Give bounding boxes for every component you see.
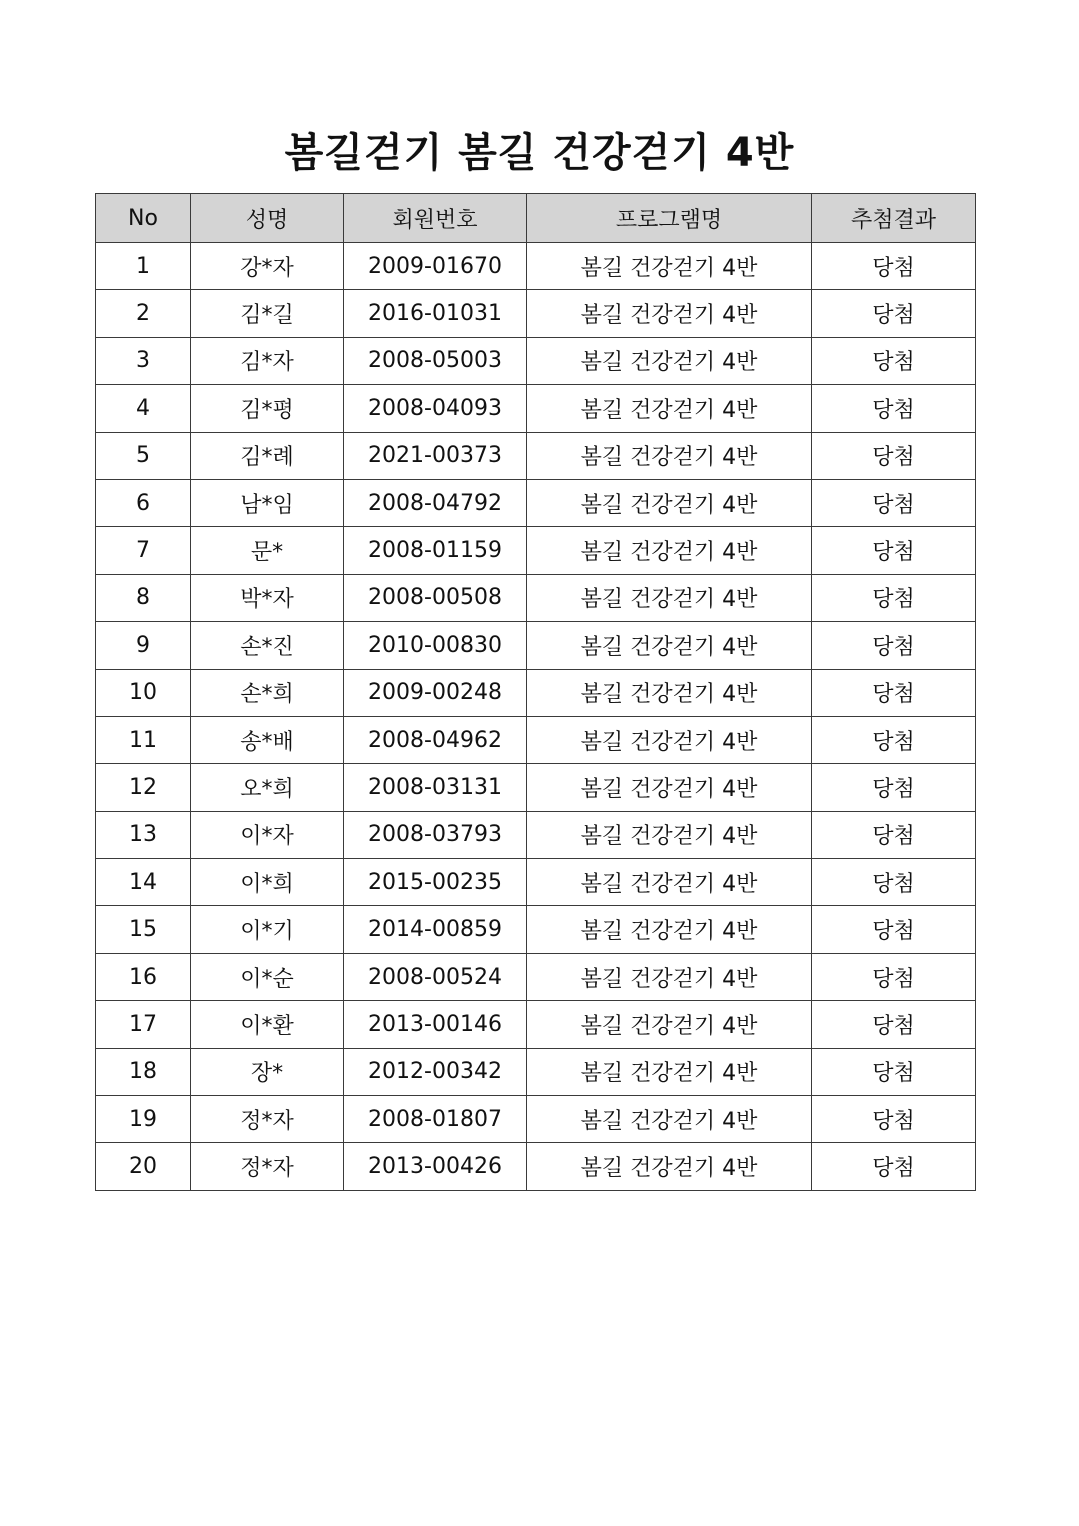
- column-header-no: No: [96, 194, 191, 243]
- table-row: [96, 574, 976, 621]
- cell-result: 당첨: [812, 859, 976, 906]
- cell-result: 당첨: [812, 764, 976, 811]
- cell-result: 당첨: [812, 669, 976, 716]
- table-row: [96, 716, 976, 763]
- cell-program: 봄길 건강걷기 4반: [527, 669, 812, 716]
- cell-member-no: 2009-00248: [344, 669, 527, 716]
- page-title: 봄길걷기 봄길 건강걷기 4반: [284, 129, 795, 176]
- cell-name: 송*배: [191, 716, 344, 763]
- table-row: [96, 1096, 976, 1143]
- table-row: [96, 385, 976, 432]
- cell-name: 김*자: [191, 337, 344, 384]
- cell-member-no: 2008-05003: [344, 337, 527, 384]
- cell-no: 19: [96, 1096, 191, 1143]
- column-header-name: 성명: [191, 194, 344, 243]
- column-header-member-no: 회원번호: [344, 194, 527, 243]
- cell-name: 오*희: [191, 764, 344, 811]
- cell-name: 정*자: [191, 1096, 344, 1143]
- cell-name: 이*희: [191, 859, 344, 906]
- cell-name: 이*환: [191, 1001, 344, 1048]
- table-row: [96, 290, 976, 337]
- cell-no: 4: [96, 385, 191, 432]
- table-row: [96, 527, 976, 574]
- cell-no: 8: [96, 574, 191, 621]
- cell-no: 3: [96, 337, 191, 384]
- cell-program: 봄길 건강걷기 4반: [527, 385, 812, 432]
- table-row: [96, 764, 976, 811]
- cell-name: 김*길: [191, 290, 344, 337]
- cell-result: 당첨: [812, 716, 976, 763]
- cell-name: 박*자: [191, 574, 344, 621]
- lottery-result-table: [95, 193, 976, 1191]
- cell-no: 7: [96, 527, 191, 574]
- cell-member-no: 2013-00426: [344, 1143, 527, 1190]
- cell-name: 김*평: [191, 385, 344, 432]
- cell-program: 봄길 건강걷기 4반: [527, 811, 812, 858]
- cell-member-no: 2008-04792: [344, 479, 527, 526]
- cell-program: 봄길 건강걷기 4반: [527, 1143, 812, 1190]
- cell-result: 당첨: [812, 385, 976, 432]
- cell-name: 손*진: [191, 622, 344, 669]
- cell-name: 손*희: [191, 669, 344, 716]
- cell-no: 14: [96, 859, 191, 906]
- cell-no: 6: [96, 479, 191, 526]
- cell-member-no: 2008-00524: [344, 953, 527, 1000]
- cell-no: 10: [96, 669, 191, 716]
- cell-name: 이*순: [191, 953, 344, 1000]
- cell-member-no: 2008-04093: [344, 385, 527, 432]
- table-row: [96, 1143, 976, 1190]
- table-row: [96, 622, 976, 669]
- cell-member-no: 2008-01807: [344, 1096, 527, 1143]
- cell-member-no: 2015-00235: [344, 859, 527, 906]
- cell-result: 당첨: [812, 432, 976, 479]
- cell-result: 당첨: [812, 1001, 976, 1048]
- table-row: [96, 243, 976, 290]
- cell-program: 봄길 건강걷기 4반: [527, 859, 812, 906]
- cell-no: 1: [96, 243, 191, 290]
- cell-no: 15: [96, 906, 191, 953]
- cell-program: 봄길 건강걷기 4반: [527, 1048, 812, 1095]
- cell-program: 봄길 건강걷기 4반: [527, 906, 812, 953]
- cell-program: 봄길 건강걷기 4반: [527, 337, 812, 384]
- table-row: [96, 859, 976, 906]
- cell-program: 봄길 건강걷기 4반: [527, 953, 812, 1000]
- table-row: [96, 811, 976, 858]
- cell-result: 당첨: [812, 574, 976, 621]
- cell-member-no: 2014-00859: [344, 906, 527, 953]
- cell-member-no: 2012-00342: [344, 1048, 527, 1095]
- cell-no: 13: [96, 811, 191, 858]
- column-header-result: 추첨결과: [812, 194, 976, 243]
- table-header-row: [96, 194, 976, 243]
- cell-no: 2: [96, 290, 191, 337]
- cell-member-no: 2008-03793: [344, 811, 527, 858]
- cell-member-no: 2016-01031: [344, 290, 527, 337]
- cell-no: 17: [96, 1001, 191, 1048]
- cell-no: 16: [96, 953, 191, 1000]
- cell-member-no: 2008-04962: [344, 716, 527, 763]
- cell-result: 당첨: [812, 1096, 976, 1143]
- cell-member-no: 2013-00146: [344, 1001, 527, 1048]
- cell-no: 5: [96, 432, 191, 479]
- table-row: [96, 1048, 976, 1095]
- table-body: [96, 243, 976, 1191]
- cell-result: 당첨: [812, 811, 976, 858]
- cell-result: 당첨: [812, 622, 976, 669]
- cell-name: 김*례: [191, 432, 344, 479]
- cell-program: 봄길 건강걷기 4반: [527, 527, 812, 574]
- cell-member-no: 2008-00508: [344, 574, 527, 621]
- cell-result: 당첨: [812, 290, 976, 337]
- cell-program: 봄길 건강걷기 4반: [527, 243, 812, 290]
- cell-result: 당첨: [812, 337, 976, 384]
- cell-no: 11: [96, 716, 191, 763]
- table-row: [96, 669, 976, 716]
- cell-no: 12: [96, 764, 191, 811]
- cell-member-no: 2009-01670: [344, 243, 527, 290]
- cell-result: 당첨: [812, 1048, 976, 1095]
- cell-result: 당첨: [812, 527, 976, 574]
- cell-result: 당첨: [812, 243, 976, 290]
- cell-result: 당첨: [812, 953, 976, 1000]
- cell-name: 남*임: [191, 479, 344, 526]
- cell-program: 봄길 건강걷기 4반: [527, 574, 812, 621]
- cell-member-no: 2008-03131: [344, 764, 527, 811]
- cell-member-no: 2008-01159: [344, 527, 527, 574]
- table-row: [96, 906, 976, 953]
- cell-program: 봄길 건강걷기 4반: [527, 622, 812, 669]
- cell-program: 봄길 건강걷기 4반: [527, 1001, 812, 1048]
- cell-name: 이*기: [191, 906, 344, 953]
- cell-program: 봄길 건강걷기 4반: [527, 716, 812, 763]
- cell-program: 봄길 건강걷기 4반: [527, 290, 812, 337]
- cell-member-no: 2021-00373: [344, 432, 527, 479]
- table-row: [96, 479, 976, 526]
- table-row: [96, 953, 976, 1000]
- cell-no: 9: [96, 622, 191, 669]
- cell-name: 정*자: [191, 1143, 344, 1190]
- cell-name: 이*자: [191, 811, 344, 858]
- column-header-program: 프로그램명: [527, 194, 812, 243]
- cell-name: 문*: [191, 527, 344, 574]
- cell-result: 당첨: [812, 1143, 976, 1190]
- cell-result: 당첨: [812, 479, 976, 526]
- table-row: [96, 432, 976, 479]
- cell-no: 20: [96, 1143, 191, 1190]
- cell-member-no: 2010-00830: [344, 622, 527, 669]
- cell-program: 봄길 건강걷기 4반: [527, 764, 812, 811]
- cell-program: 봄길 건강걷기 4반: [527, 479, 812, 526]
- cell-name: 장*: [191, 1048, 344, 1095]
- table-row: [96, 1001, 976, 1048]
- cell-name: 강*자: [191, 243, 344, 290]
- table-row: [96, 337, 976, 384]
- cell-program: 봄길 건강걷기 4반: [527, 432, 812, 479]
- cell-program: 봄길 건강걷기 4반: [527, 1096, 812, 1143]
- cell-result: 당첨: [812, 906, 976, 953]
- cell-no: 18: [96, 1048, 191, 1095]
